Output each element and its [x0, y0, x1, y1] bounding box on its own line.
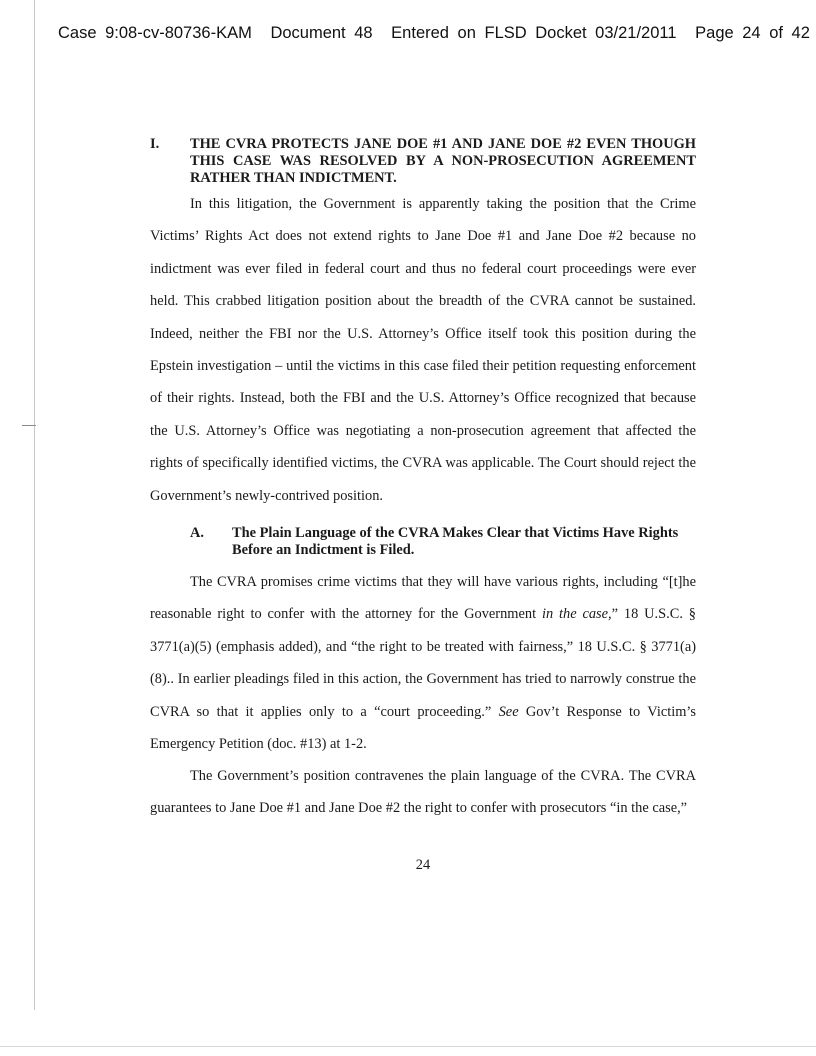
subsection-title: The Plain Language of the CVRA Makes Clear that Victims Have Rights Before an Indictment is Filed.: [232, 525, 679, 558]
subsection-letter: A.: [190, 525, 204, 541]
para2-text-2: ” 18 U.S.C. § 3771(a)(5) (emphasis added), and “the right to be treated with fairness,” 18 U.S.C. § 3771(a)(8).. In earlier pleadings filed in this action, the Government has tried to narrowly construe the CVRA so that it applies only to a “court proceeding.”: [150, 606, 697, 720]
body-paragraph-1: In this litigation, the Government is apparently taking the position that the Crime Victims’ Rights Act does not extend rights to Jane Doe #1 and Jane Doe #2 because no indictment was ever filed in federal court and thus no federal court proceedings were ever held. This crabbed litigation position about the breadth of the CVRA cannot be sustained. Indeed, neither the FBI nor the U.S. Attorney’s Office itself took this position during the Epstein investigation – until the victims in this case filed their petition requesting enforcement of their rights. Instead, both the FBI and the U.S. Attorney’s Office recognized that because the U.S. Attorney’s Office was negotiating a non-prosecution agreement that affected the rights of specifically identified victims, the CVRA was applicable. The Court should reject the Government’s newly-contrived position.: [150, 196, 696, 504]
docket-entry: Entered on FLSD Docket 03/21/2011: [391, 24, 677, 42]
para2-emphasis: in the case,: [541, 606, 612, 623]
page-number: 24: [415, 857, 431, 873]
scan-bottom-edge: [0, 1046, 816, 1047]
section-title: THE CVRA PROTECTS JANE DOE #1 AND JANE DOE #2 EVEN THOUGH THIS CASE WAS RESOLVED BY A NON-PROSECUTION AGREEMENT RATHER THAN INDICTMENT.: [190, 136, 696, 186]
document-number: Document 48: [270, 24, 373, 42]
section-number: I.: [150, 136, 160, 152]
para2-text-3: Gov’t Response to Victim’s Emergency Petition (doc. #13) at 1-2.: [150, 703, 696, 753]
section-heading: [150, 136, 696, 187]
para2-see: See: [498, 703, 519, 720]
case-number: Case 9:08-cv-80736-KAM: [58, 24, 252, 42]
body-paragraph-2: [150, 566, 696, 760]
page-of: Page 24 of 42: [695, 24, 810, 42]
body-paragraph-3: The Government’s position contravenes the plain language of the CVRA. The CVRA guarantees to Jane Doe #1 and Jane Doe #2 the right to confer with prosecutors “in the case,”: [150, 768, 696, 817]
para2-text-1: The CVRA promises crime victims that they will have various rights, including “[t]he reasonable right to confer with the attorney for the Government: [150, 574, 696, 623]
docket-header-stamp: [58, 24, 810, 43]
subsection-heading: [190, 525, 696, 559]
scan-margin-mark: [22, 425, 36, 426]
